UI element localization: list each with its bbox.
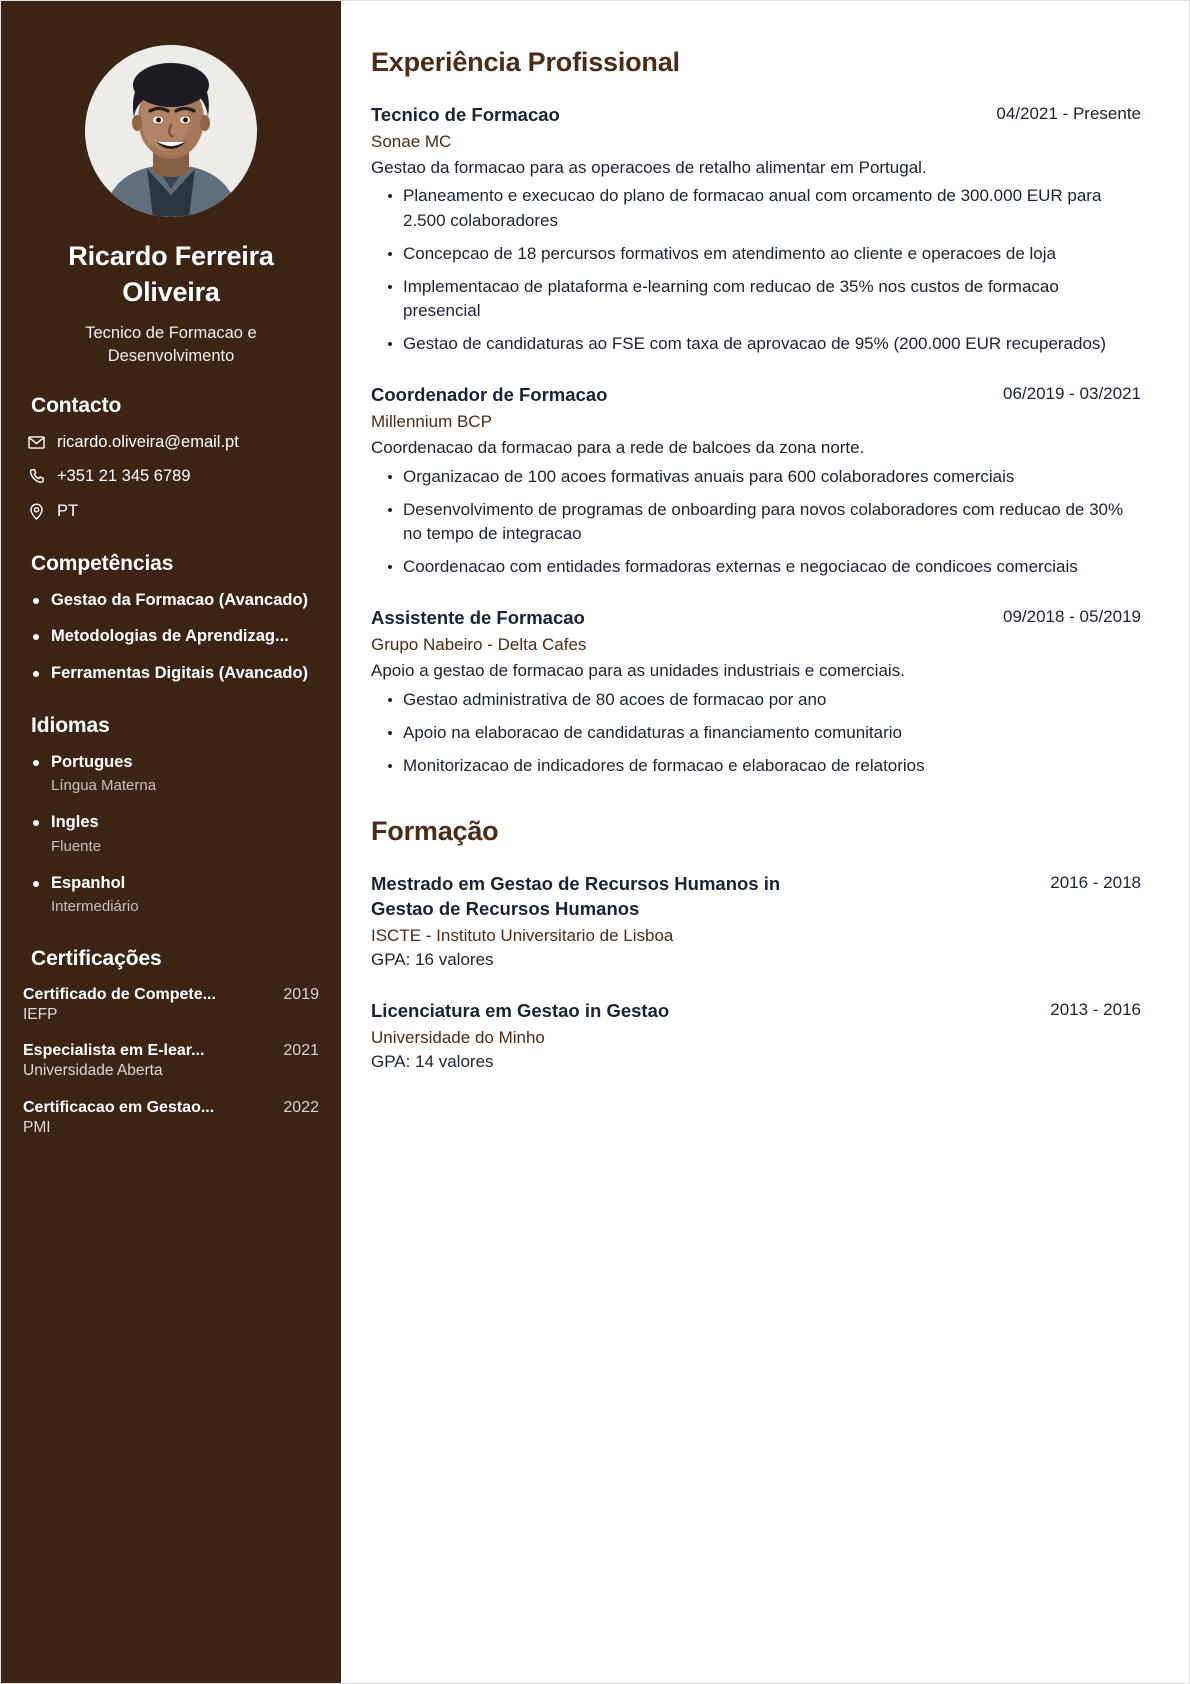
experience-entry-header [371,102,1141,127]
avatar-wrapper [23,45,319,217]
job-title: Assistente de Formacao [371,607,585,629]
job-bullets [371,688,1141,778]
certification-name: Especialista em E-lear... [23,1042,205,1060]
gpa-text: GPA: 16 valores [371,950,494,969]
education-dates: 2016 - 2018 [1050,872,1141,892]
certification-row [23,985,319,1005]
job-dates: 06/2019 - 03/2021 [1002,384,1141,404]
job-bullets [371,465,1141,580]
main-content [341,1,1189,1683]
contact-item-phone[interactable] [27,466,319,487]
job-summary: Coordenacao da formacao para a rede de balcoes da zona norte. [371,438,865,458]
sidebar [1,1,341,1683]
skill-item: Gestao da Formacao (Avancado) [31,590,319,611]
education-dates: 2013 - 2016 [1050,999,1141,1019]
certification-item [23,985,319,1025]
language-level: Língua Materna [51,777,157,795]
job-summary: Apoio a gestao de formacao para as unidades industriais e comerciais. [371,661,905,681]
job-bullet: Desenvolvimento de programas de onboarding para novos colaboradores com reducao de 30% no tempo de integracao [371,498,1141,546]
education-entry-header [371,998,1141,1023]
language-name: Ingles [51,813,99,832]
envelope-icon [27,433,46,452]
contact-heading: Contacto [31,393,122,417]
avatar [85,45,257,217]
job-bullet: Monitorizacao de indicadores de formacao e elaboracao de relatorios [371,754,1141,778]
job-bullet: Concepcao de 18 percursos formativos em atendimento ao cliente e operacoes de loja [371,242,1141,266]
language-level: Fluente [51,837,102,855]
email-text: ricardo.oliveira@email.pt [57,432,239,451]
certification-issuer: IEFP [23,1006,58,1024]
certification-row [23,1041,319,1061]
certification-name: Certificado de Compete... [23,986,216,1004]
language-level: Intermediário [51,898,139,916]
certification-item [23,1041,319,1081]
certification-year: 2022 [283,1098,319,1116]
experience-entry-header [371,605,1141,630]
full-name: Ricardo Ferreira Oliveira [68,241,274,307]
education-entry [371,998,1141,1074]
language-name: Espanhol [51,873,126,892]
professional-headline: Tecnico de Formacao e Desenvolvimento [85,324,257,366]
company-name: Millennium BCP [371,412,492,432]
certification-row [23,1098,319,1118]
job-bullet: Gestao administrativa de 80 acoes de formacao por ano [371,688,1141,712]
contact-list [27,432,319,522]
education-entry [371,871,1141,972]
job-bullet: Apoio na elaboracao de candidaturas a financiamento comunitario [371,721,1141,745]
phone-icon [27,467,46,486]
job-bullet: Organizacao de 100 acoes formativas anuais para 600 colaboradores comerciais [371,465,1141,489]
location-pin-icon [27,502,46,521]
contact-item-location [27,501,319,522]
experience-entry [371,605,1141,778]
experience-section-title: Experiência Profissional [371,47,680,77]
job-summary: Gestao da formacao para as operacoes de retalho alimentar em Portugal. [371,157,927,177]
job-title: Tecnico de Formacao [371,104,560,125]
job-bullet: Implementacao de plataforma e-learning com reducao de 35% nos custos de formacao presencial [371,275,1141,323]
certification-issuer: Universidade Aberta [23,1062,163,1080]
job-title: Coordenador de Formacao [371,384,608,406]
gpa-text: GPA: 14 valores [371,1051,494,1071]
job-bullet: Planeamento e execucao do plano de formacao anual com orcamento de 300.000 EUR para 2.500 colaboradores [371,184,1141,232]
phone-text: +351 21 345 6789 [57,467,191,486]
languages-heading: Idiomas [31,713,110,737]
job-bullet: Coordenacao com entidades formadoras externas e negociacao de condicoes comerciais [371,555,1141,579]
job-bullet: Gestao de candidaturas ao FSE com taxa de aprovacao de 95% (200.000 EUR recuperados) [371,332,1141,356]
certification-item [23,1098,319,1138]
degree-title: Mestrado em Gestao de Recursos Humanos in Gestao de Recursos Humanos [371,872,781,920]
location-text: PT [57,502,79,521]
language-item [31,873,319,917]
profile-photo-illustration [85,45,257,217]
company-name: Sonae MC [371,132,452,152]
contact-item-email[interactable] [27,432,319,453]
language-item [31,812,319,856]
experience-entry [371,102,1141,356]
job-dates: 09/2018 - 05/2019 [1002,607,1141,627]
certification-issuer: PMI [23,1118,51,1136]
certification-year: 2019 [283,986,319,1004]
certification-name: Certificacao em Gestao... [23,1098,215,1116]
skills-list [31,590,319,684]
institution-name: Universidade do Minho [371,1027,545,1047]
institution-name: ISCTE - Instituto Universitario de Lisboa [371,926,674,946]
skill-item: Ferramentas Digitais (Avancado) [31,663,319,684]
language-item [31,752,319,796]
company-name: Grupo Nabeiro - Delta Cafes [371,635,587,655]
certification-year: 2021 [283,1042,319,1060]
education-entry-header [371,871,1141,921]
skills-heading: Competências [31,551,174,575]
degree-title: Licenciatura em Gestao in Gestao [371,999,670,1021]
languages-list [31,752,319,917]
skill-item: Metodologias de Aprendizag... [31,626,319,647]
job-dates: 04/2021 - Presente [996,104,1141,123]
job-bullets [371,184,1141,356]
certifications-heading: Certificações [31,947,162,971]
language-name: Portugues [51,752,133,771]
experience-entry-header [371,382,1141,407]
education-section-title: Formação [371,815,499,846]
certifications-list [23,985,319,1137]
experience-entry [371,382,1141,579]
